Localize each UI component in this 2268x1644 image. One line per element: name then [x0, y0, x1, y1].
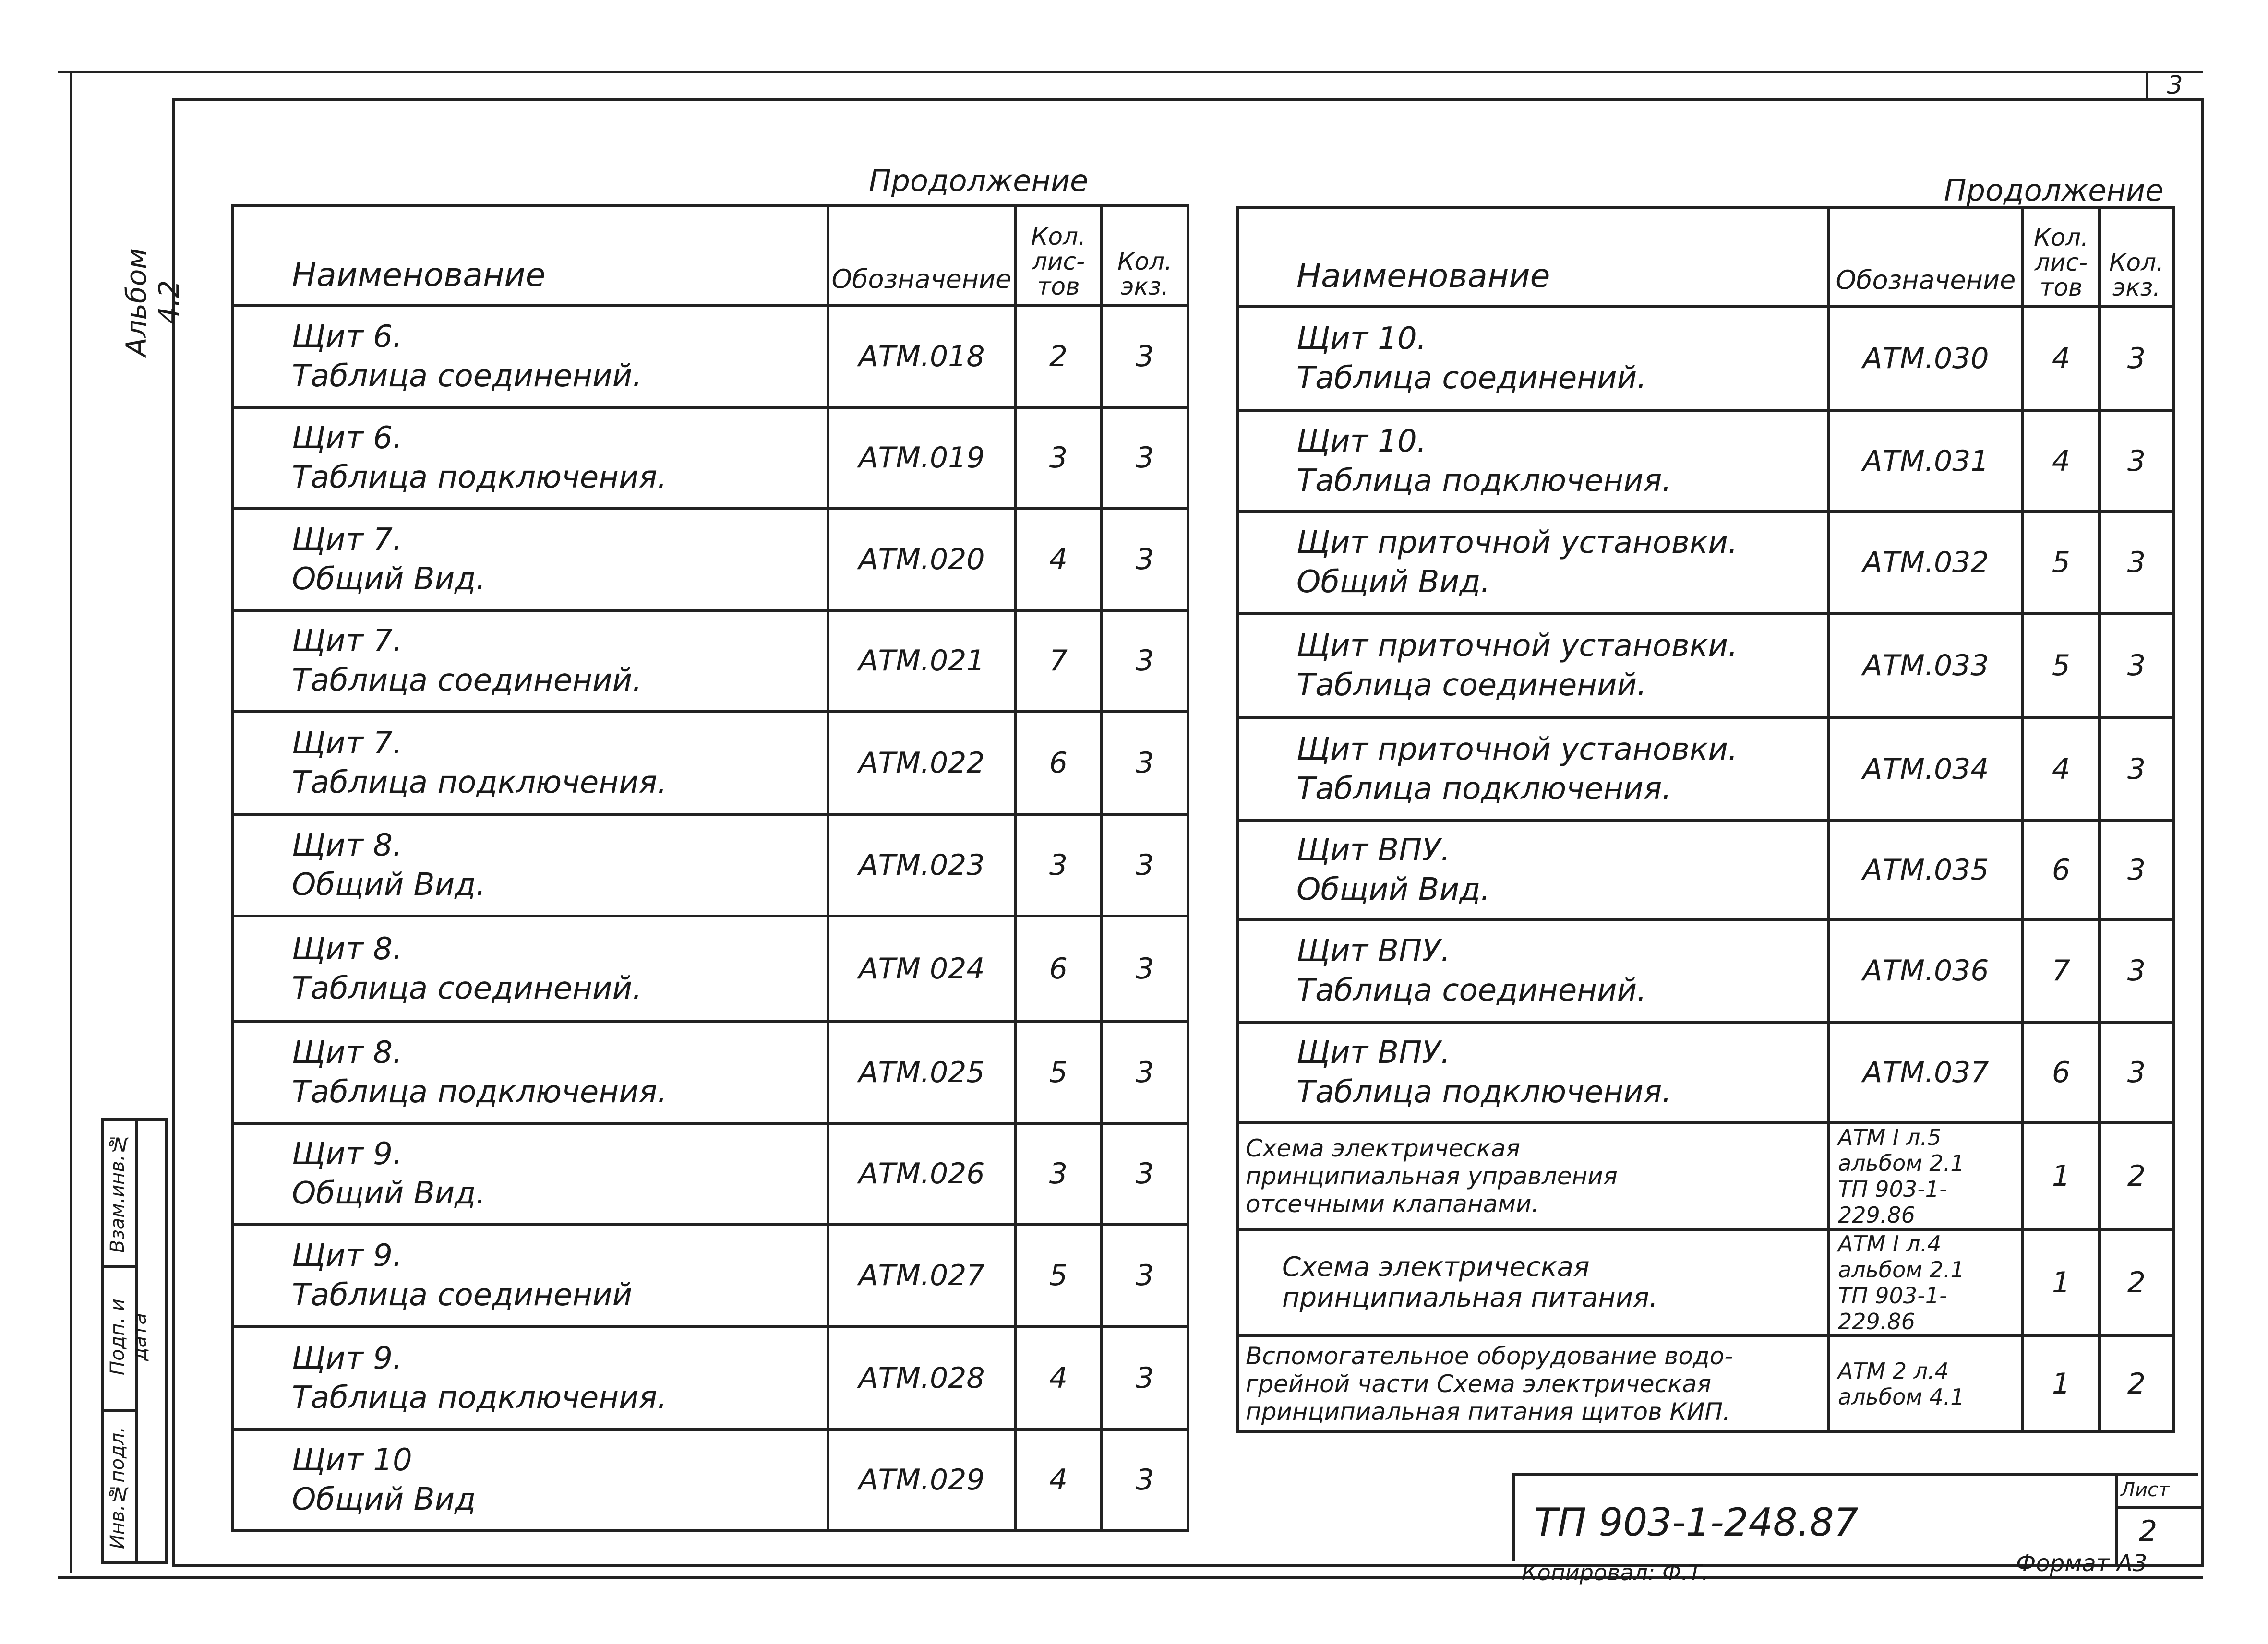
table-row: [1237, 512, 2173, 613]
cell-code: АТМ.021: [828, 610, 1015, 711]
table-row: [233, 508, 1188, 610]
cell-copies: 3: [2100, 1022, 2173, 1123]
table-row: [1237, 919, 2173, 1022]
cell-sheets: 6: [2023, 821, 2100, 919]
right-header-code: Обозначение: [1829, 208, 2023, 306]
table-row: [1237, 1229, 2173, 1336]
cell-name: Щит 10 Общий Вид: [233, 1430, 828, 1530]
cell-name: Щит 10. Таблица подключения.: [1237, 411, 1829, 512]
cell-code: АТМ.019: [828, 407, 1015, 508]
cell-sheets: 3: [1015, 814, 1102, 916]
left-header-name: Наименование: [233, 205, 828, 305]
table-row: [1237, 613, 2173, 718]
cell-code: АТМ.034: [1829, 718, 2023, 821]
cell-copies: 2: [2100, 1123, 2173, 1229]
table-row: [1237, 1022, 2173, 1123]
cell-code: АТМ.020: [828, 508, 1015, 610]
stamp-inv-original: Инв.№подл.: [107, 1427, 129, 1549]
table-row: [1237, 411, 2173, 512]
cell-sheets: 4: [1015, 508, 1102, 610]
cell-code: АТМ I л.4 альбом 2.1 ТП 903-1-229.86: [1829, 1229, 2023, 1336]
sheet-label: Лист: [2121, 1479, 2170, 1501]
cell-code: АТМ.036: [1829, 919, 2023, 1022]
left-border-line: [70, 71, 72, 1573]
cell-copies: 3: [1102, 305, 1188, 407]
cell-sheets: 4: [2023, 411, 2100, 512]
cell-copies: 3: [1102, 1430, 1188, 1530]
table-row: [1237, 1336, 2173, 1432]
cell-code: АТМ.022: [828, 711, 1015, 814]
left-header-copies: Кол. экз.: [1102, 205, 1188, 305]
doc-code: ТП 903-1-248.87: [1534, 1500, 1859, 1545]
right-table-body: [1237, 306, 2173, 1432]
cell-sheets: 3: [1015, 407, 1102, 508]
page-number: 3: [2167, 71, 2183, 100]
cell-code: АТМ.018: [828, 305, 1015, 407]
cell-sheets: 7: [2023, 919, 2100, 1022]
top-border-line: [58, 71, 2203, 73]
cell-code: АТМ.032: [1829, 512, 2023, 613]
cell-sheets: 1: [2023, 1336, 2100, 1432]
table-row: [233, 1022, 1188, 1123]
cell-name: Щит 7. Таблица соединений.: [233, 610, 828, 711]
cell-name: Щит 8. Таблица подключения.: [233, 1022, 828, 1123]
cell-name: Щит 10. Таблица соединений.: [1237, 306, 1829, 411]
table-row: [233, 711, 1188, 814]
cell-sheets: 5: [2023, 613, 2100, 718]
cell-code: АТМ I л.5 альбом 2.1 ТП 903-1-229.86: [1829, 1123, 2023, 1229]
cell-copies: 3: [1102, 1123, 1188, 1224]
table-row: [233, 1327, 1188, 1430]
cell-copies: 3: [1102, 1022, 1188, 1123]
cell-copies: 3: [1102, 711, 1188, 814]
table-row: [233, 916, 1188, 1022]
cell-code: АТМ.035: [1829, 821, 2023, 919]
cell-copies: 2: [2100, 1229, 2173, 1336]
cell-copies: 3: [1102, 814, 1188, 916]
cell-sheets: 2: [1015, 305, 1102, 407]
cell-copies: 3: [2100, 411, 2173, 512]
cell-copies: 3: [1102, 1224, 1188, 1327]
cell-sheets: 3: [1015, 1123, 1102, 1224]
title-block: [1512, 1473, 2198, 1561]
cell-sheets: 4: [2023, 718, 2100, 821]
cell-copies: 3: [2100, 512, 2173, 613]
cell-code: АТМ.023: [828, 814, 1015, 916]
cell-name: Щит 9. Таблица подключения.: [233, 1327, 828, 1430]
table-row: [1237, 718, 2173, 821]
cell-name: Схема электрическая принципиальная управления отсечными клапанами.: [1237, 1123, 1829, 1229]
cell-copies: 3: [1102, 508, 1188, 610]
cell-code: АТМ.027: [828, 1224, 1015, 1327]
stamp-sign-date: Подп. и дата: [107, 1299, 151, 1375]
cell-code: АТМ.029: [828, 1430, 1015, 1530]
cell-name: Щит 9. Таблица соединений: [233, 1224, 828, 1327]
side-album-label: Альбом 4.2: [120, 248, 185, 357]
side-stamp: [101, 1118, 168, 1564]
cell-code: АТМ.028: [828, 1327, 1015, 1430]
cell-copies: 3: [1102, 916, 1188, 1022]
cell-code: АТМ.037: [1829, 1022, 2023, 1123]
copied-by: Копировал: Ф.Т.: [1522, 1560, 1709, 1585]
table-row: [233, 814, 1188, 916]
right-header-copies: Кол. экз.: [2100, 208, 2173, 306]
table-row: [233, 1430, 1188, 1530]
cell-code: АТМ.031: [1829, 411, 2023, 512]
cell-sheets: 6: [1015, 711, 1102, 814]
cell-name: Щит 7. Общий Вид.: [233, 508, 828, 610]
cell-name: Щит 6. Таблица соединений.: [233, 305, 828, 407]
table-row: [1237, 306, 2173, 411]
cell-name: Щит 8. Общий Вид.: [233, 814, 828, 916]
cell-name: Щит приточной установки. Общий Вид.: [1237, 512, 1829, 613]
cell-sheets: 1: [2023, 1123, 2100, 1229]
table-row: [233, 610, 1188, 711]
table-row: [233, 1123, 1188, 1224]
cell-copies: 2: [2100, 1336, 2173, 1432]
right-spec-table: [1236, 206, 2175, 1433]
right-header-sheets: Кол. лис- тов: [2023, 208, 2100, 306]
cell-sheets: 4: [1015, 1430, 1102, 1530]
continuation-left: Продолжение: [869, 163, 1089, 198]
cell-name: Щит 6. Таблица подключения.: [233, 407, 828, 508]
cell-copies: 3: [2100, 718, 2173, 821]
cell-copies: 3: [1102, 610, 1188, 711]
left-table-body: [233, 305, 1188, 1530]
cell-sheets: 5: [2023, 512, 2100, 613]
cell-name: Щит ВПУ. Таблица соединений.: [1237, 919, 1829, 1022]
cell-sheets: 6: [2023, 1022, 2100, 1123]
stamp-inv-replace: Взам.инв.№: [107, 1132, 129, 1253]
cell-name: Щит 9. Общий Вид.: [233, 1123, 828, 1224]
cell-sheets: 7: [1015, 610, 1102, 711]
cell-code: АТМ.030: [1829, 306, 2023, 411]
table-row: [233, 407, 1188, 508]
cell-sheets: 6: [1015, 916, 1102, 1022]
cell-copies: 3: [2100, 613, 2173, 718]
cell-copies: 3: [2100, 821, 2173, 919]
cell-name: Щит приточной установки. Таблица соединений.: [1237, 613, 1829, 718]
cell-name: Вспомогательное оборудование водо- грейной части Схема электрическая принципиальная питания щитов КИП.: [1237, 1336, 1829, 1432]
left-header-sheets: Кол. лис- тов: [1015, 205, 1102, 305]
cell-copies: 3: [2100, 919, 2173, 1022]
page-number-box: [2146, 73, 2201, 101]
cell-sheets: 5: [1015, 1022, 1102, 1123]
cell-name: Щит 8. Таблица соединений.: [233, 916, 828, 1022]
cell-name: Щит ВПУ. Таблица подключения.: [1237, 1022, 1829, 1123]
cell-code: АТМ.025: [828, 1022, 1015, 1123]
cell-sheets: 1: [2023, 1229, 2100, 1336]
cell-code: АТМ.033: [1829, 613, 2023, 718]
cell-name: Щит приточной установки. Таблица подключения.: [1237, 718, 1829, 821]
cell-code: АТМ 2 л.4 альбом 4.1: [1829, 1336, 2023, 1432]
table-row: [233, 1224, 1188, 1327]
cell-sheets: 4: [1015, 1327, 1102, 1430]
right-header-name: Наименование: [1237, 208, 1829, 306]
cell-name: Щит 7. Таблица подключения.: [233, 711, 828, 814]
table-row: [1237, 821, 2173, 919]
left-header-code: Обозначение: [828, 205, 1015, 305]
cell-sheets: 5: [1015, 1224, 1102, 1327]
cell-copies: 3: [1102, 407, 1188, 508]
continuation-right: Продолжение: [1944, 173, 2164, 208]
format-label: Формат А3: [2016, 1550, 2148, 1577]
cell-copies: 3: [2100, 306, 2173, 411]
table-row: [233, 305, 1188, 407]
cell-name: Щит ВПУ. Общий Вид.: [1237, 821, 1829, 919]
cell-code: АТМ.026: [828, 1123, 1015, 1224]
left-spec-table: [231, 204, 1189, 1532]
cell-name: Схема электрическая принципиальная питания.: [1237, 1229, 1829, 1336]
bottom-border-line: [58, 1576, 2203, 1579]
cell-code: АТМ 024: [828, 916, 1015, 1022]
sheet-number: 2: [2139, 1514, 2158, 1548]
cell-sheets: 4: [2023, 306, 2100, 411]
cell-copies: 3: [1102, 1327, 1188, 1430]
table-row: [1237, 1123, 2173, 1229]
